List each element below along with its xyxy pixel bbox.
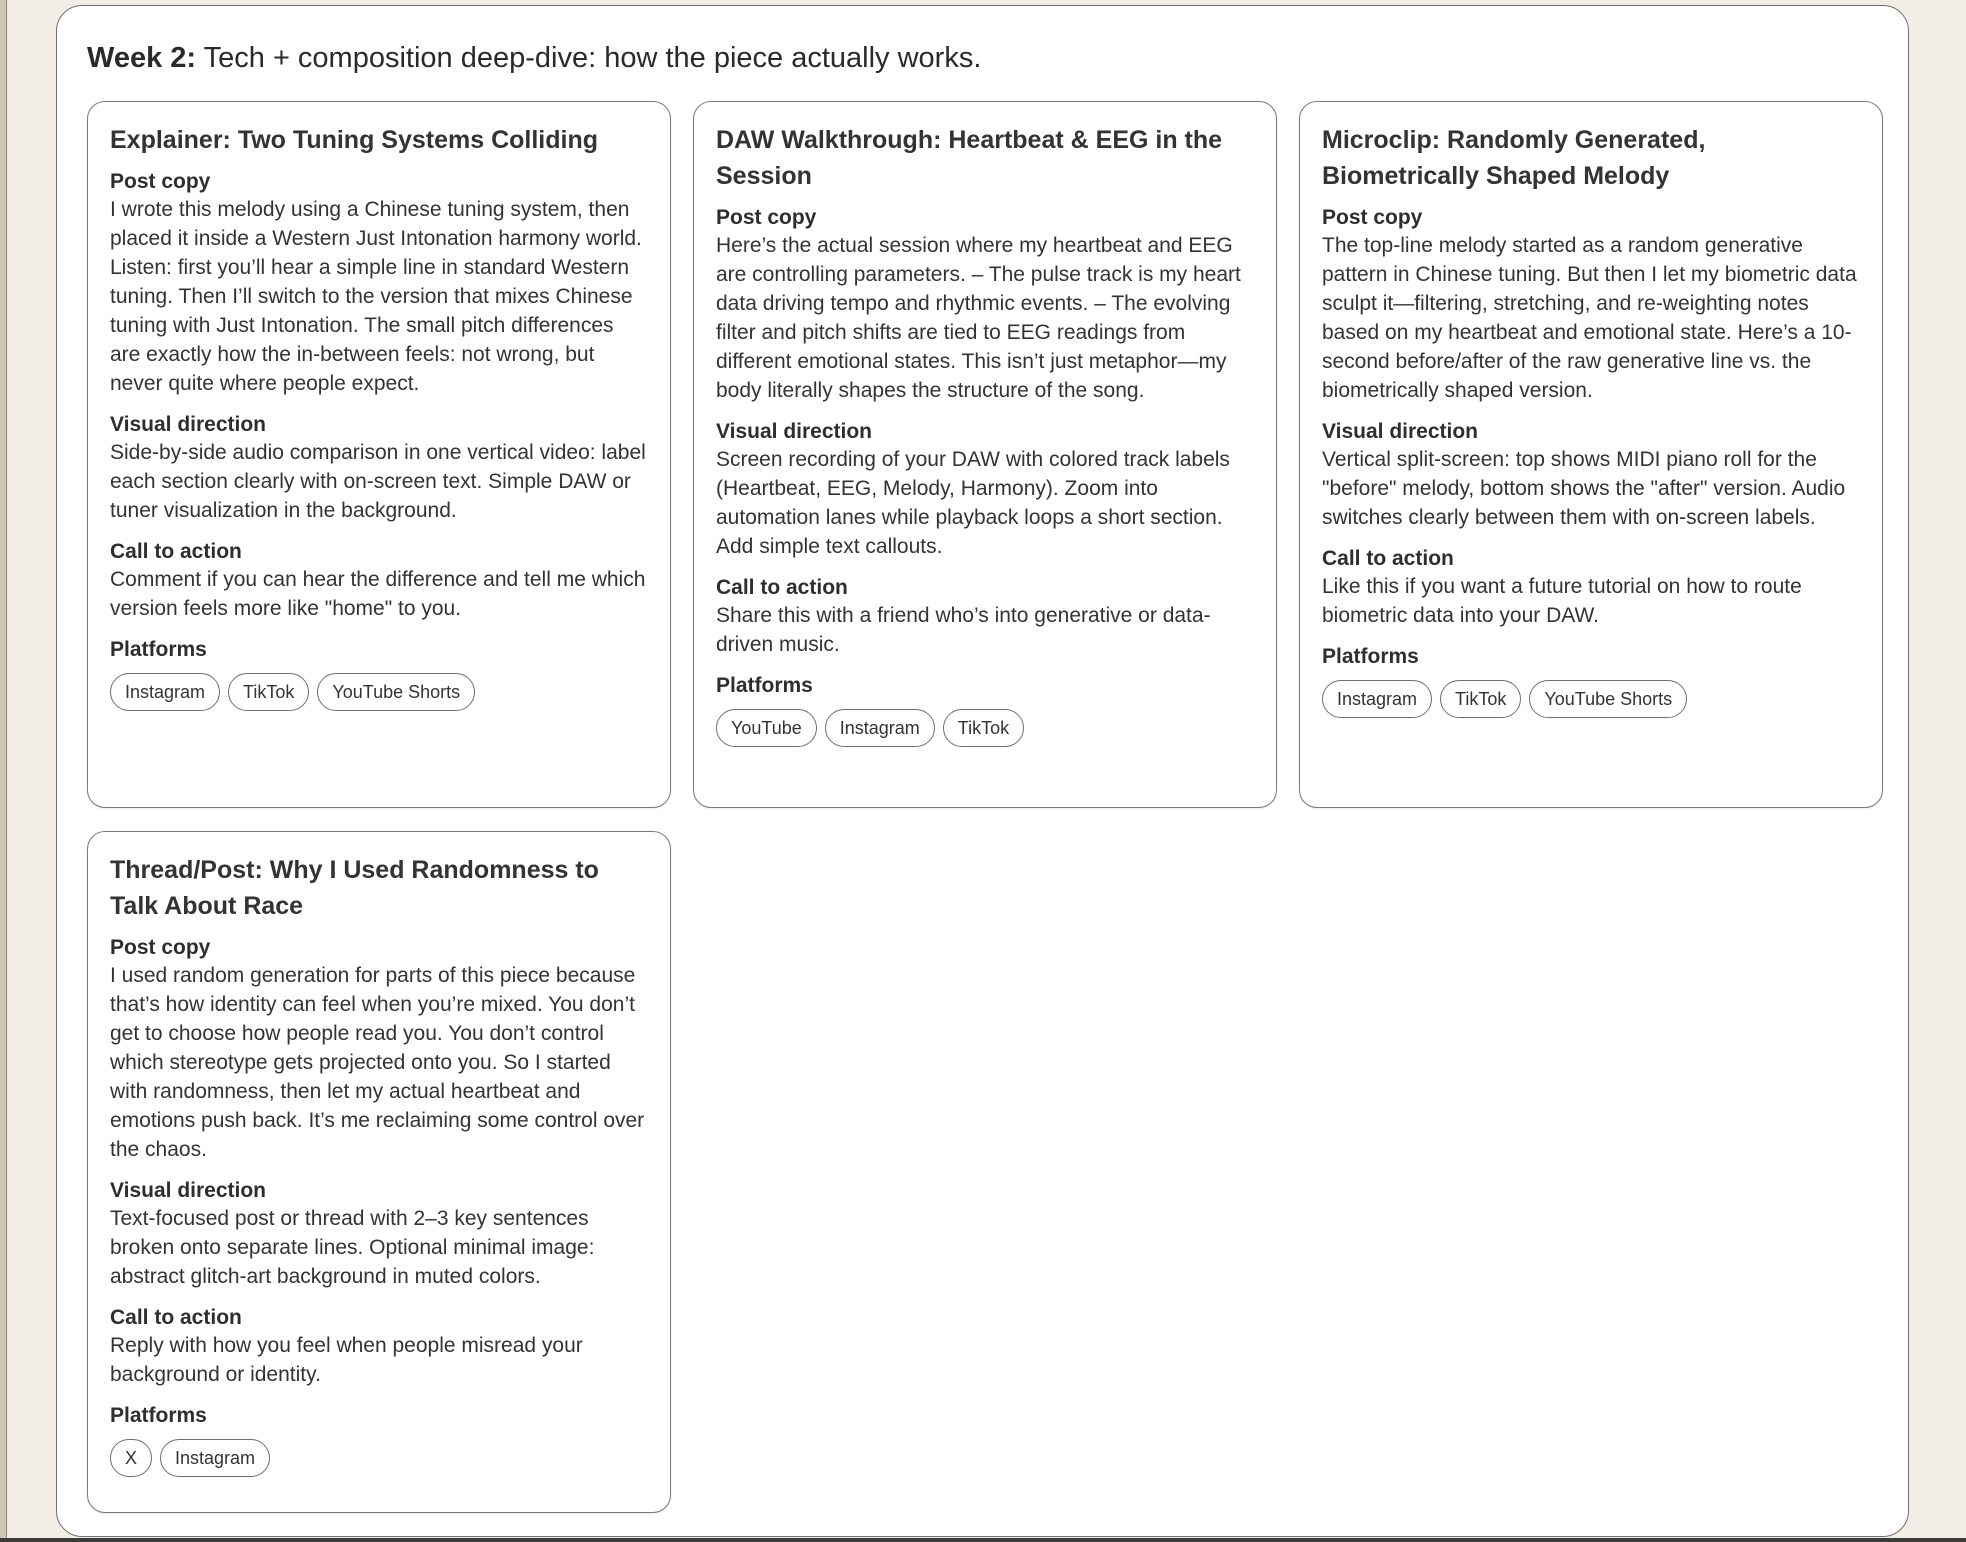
content-card-thread-post <box>87 831 671 1513</box>
visual-direction-label: Visual direction <box>110 1179 266 1202</box>
post-copy-label: Post copy <box>716 206 817 229</box>
post-copy-label: Post copy <box>110 170 211 193</box>
platforms-label: Platforms <box>110 638 207 661</box>
platform-tag-youtube-shorts: YouTube Shorts <box>317 673 475 711</box>
post-copy-text: The top-line melody started as a random generative pattern in Chinese tuning. But then I let my biometric data sculpt it—filtering, stretching, and re-weighting notes based on my heartbeat and emotional state. Here’s a 10-second before/after of the raw generative line vs. the biometrically shaped version. <box>1322 234 1857 402</box>
platforms-label: Platforms <box>110 1404 207 1427</box>
card-title: Microclip: Randomly Generated, Biometrically Shaped Melody <box>1322 126 1706 190</box>
card-title: DAW Walkthrough: Heartbeat & EEG in the Session <box>716 126 1223 190</box>
visual-direction-text: Vertical split-screen: top shows MIDI piano roll for the "before" melody, bottom shows the "after" version. Audio switches clearly between them with on-screen labels. <box>1322 448 1846 529</box>
post-copy-text: I used random generation for parts of this piece because that’s how identity can feel when you’re mixed. You don’t get to choose how people read you. You don’t control which stereotype gets projected onto you. So I started with randomness, then let my actual heartbeat and emotions push back. It’s me reclaiming some control over the chaos. <box>110 964 645 1161</box>
visual-direction-label: Visual direction <box>110 413 266 436</box>
platform-tags <box>110 1439 648 1477</box>
call-to-action-text: Share this with a friend who’s into generative or data-driven music. <box>716 604 1211 656</box>
post-copy-label: Post copy <box>110 936 211 959</box>
platforms-label: Platforms <box>716 674 813 697</box>
platform-tag-instagram: Instagram <box>825 709 935 747</box>
visual-direction-label: Visual direction <box>1322 420 1478 443</box>
platform-tag-tiktok: TikTok <box>1440 680 1521 718</box>
week-label: Week 2: <box>87 42 197 74</box>
window-left-edge <box>0 0 7 1542</box>
post-copy-text: Here’s the actual session where my heartbeat and EEG are controlling parameters. – The pulse track is my heart data driving tempo and rhythmic events. – The evolving filter and pitch shifts are tied to EEG readings from different emotional states. This isn’t just metaphor—my body literally shapes the structure of the song. <box>716 234 1241 402</box>
content-card-microclip <box>1299 101 1883 808</box>
week-panel <box>56 5 1909 1537</box>
platform-tag-instagram: Instagram <box>160 1439 270 1477</box>
call-to-action-text: Comment if you can hear the difference and tell me which version feels more like "home" to you. <box>110 568 646 620</box>
post-copy-label: Post copy <box>1322 206 1423 229</box>
platform-tag-x: X <box>110 1439 152 1477</box>
post-copy-text: I wrote this melody using a Chinese tuning system, then placed it inside a Western Just Intonation harmony world. Listen: first you’ll hear a simple line in standard Western tuning. Then I’ll switch to the version that mixes Chinese tuning with Just Intonation. The small pitch differences are exactly how the in-between feels: not wrong, but never quite where people expect. <box>110 198 642 395</box>
week-heading <box>87 40 981 76</box>
call-to-action-text: Like this if you want a future tutorial on how to route biometric data into your DAW. <box>1322 575 1802 627</box>
platform-tag-instagram: Instagram <box>1322 680 1432 718</box>
card-title: Explainer: Two Tuning Systems Colliding <box>110 126 599 154</box>
call-to-action-text: Reply with how you feel when people misread your background or identity. <box>110 1334 583 1386</box>
visual-direction-text: Text-focused post or thread with 2–3 key sentences broken onto separate lines. Optional minimal image: abstract glitch-art background in muted colors. <box>110 1207 595 1288</box>
platform-tag-youtube-shorts: YouTube Shorts <box>1529 680 1687 718</box>
platform-tags <box>716 709 1254 747</box>
content-card-daw-walkthrough <box>693 101 1277 808</box>
visual-direction-label: Visual direction <box>716 420 872 443</box>
window-bottom-edge <box>0 1538 1966 1542</box>
week-title: Tech + composition deep-dive: how the piece actually works. <box>203 42 982 74</box>
platform-tags <box>110 673 648 711</box>
platform-tag-youtube: YouTube <box>716 709 817 747</box>
card-title: Thread/Post: Why I Used Randomness to Talk About Race <box>110 856 599 920</box>
visual-direction-text: Screen recording of your DAW with colored track labels (Heartbeat, EEG, Melody, Harmony). Zoom into automation lanes while playback loops a short section. Add simple text callouts. <box>716 448 1230 558</box>
content-card-explainer <box>87 101 671 808</box>
platform-tag-instagram: Instagram <box>110 673 220 711</box>
visual-direction-text: Side-by-side audio comparison in one vertical video: label each section clearly with on-screen text. Simple DAW or tuner visualization in the background. <box>110 441 646 522</box>
platforms-label: Platforms <box>1322 645 1419 668</box>
call-to-action-label: Call to action <box>1322 547 1454 570</box>
platform-tag-tiktok: TikTok <box>228 673 309 711</box>
call-to-action-label: Call to action <box>716 576 848 599</box>
platform-tags <box>1322 680 1860 718</box>
platform-tag-tiktok: TikTok <box>943 709 1024 747</box>
call-to-action-label: Call to action <box>110 540 242 563</box>
call-to-action-label: Call to action <box>110 1306 242 1329</box>
